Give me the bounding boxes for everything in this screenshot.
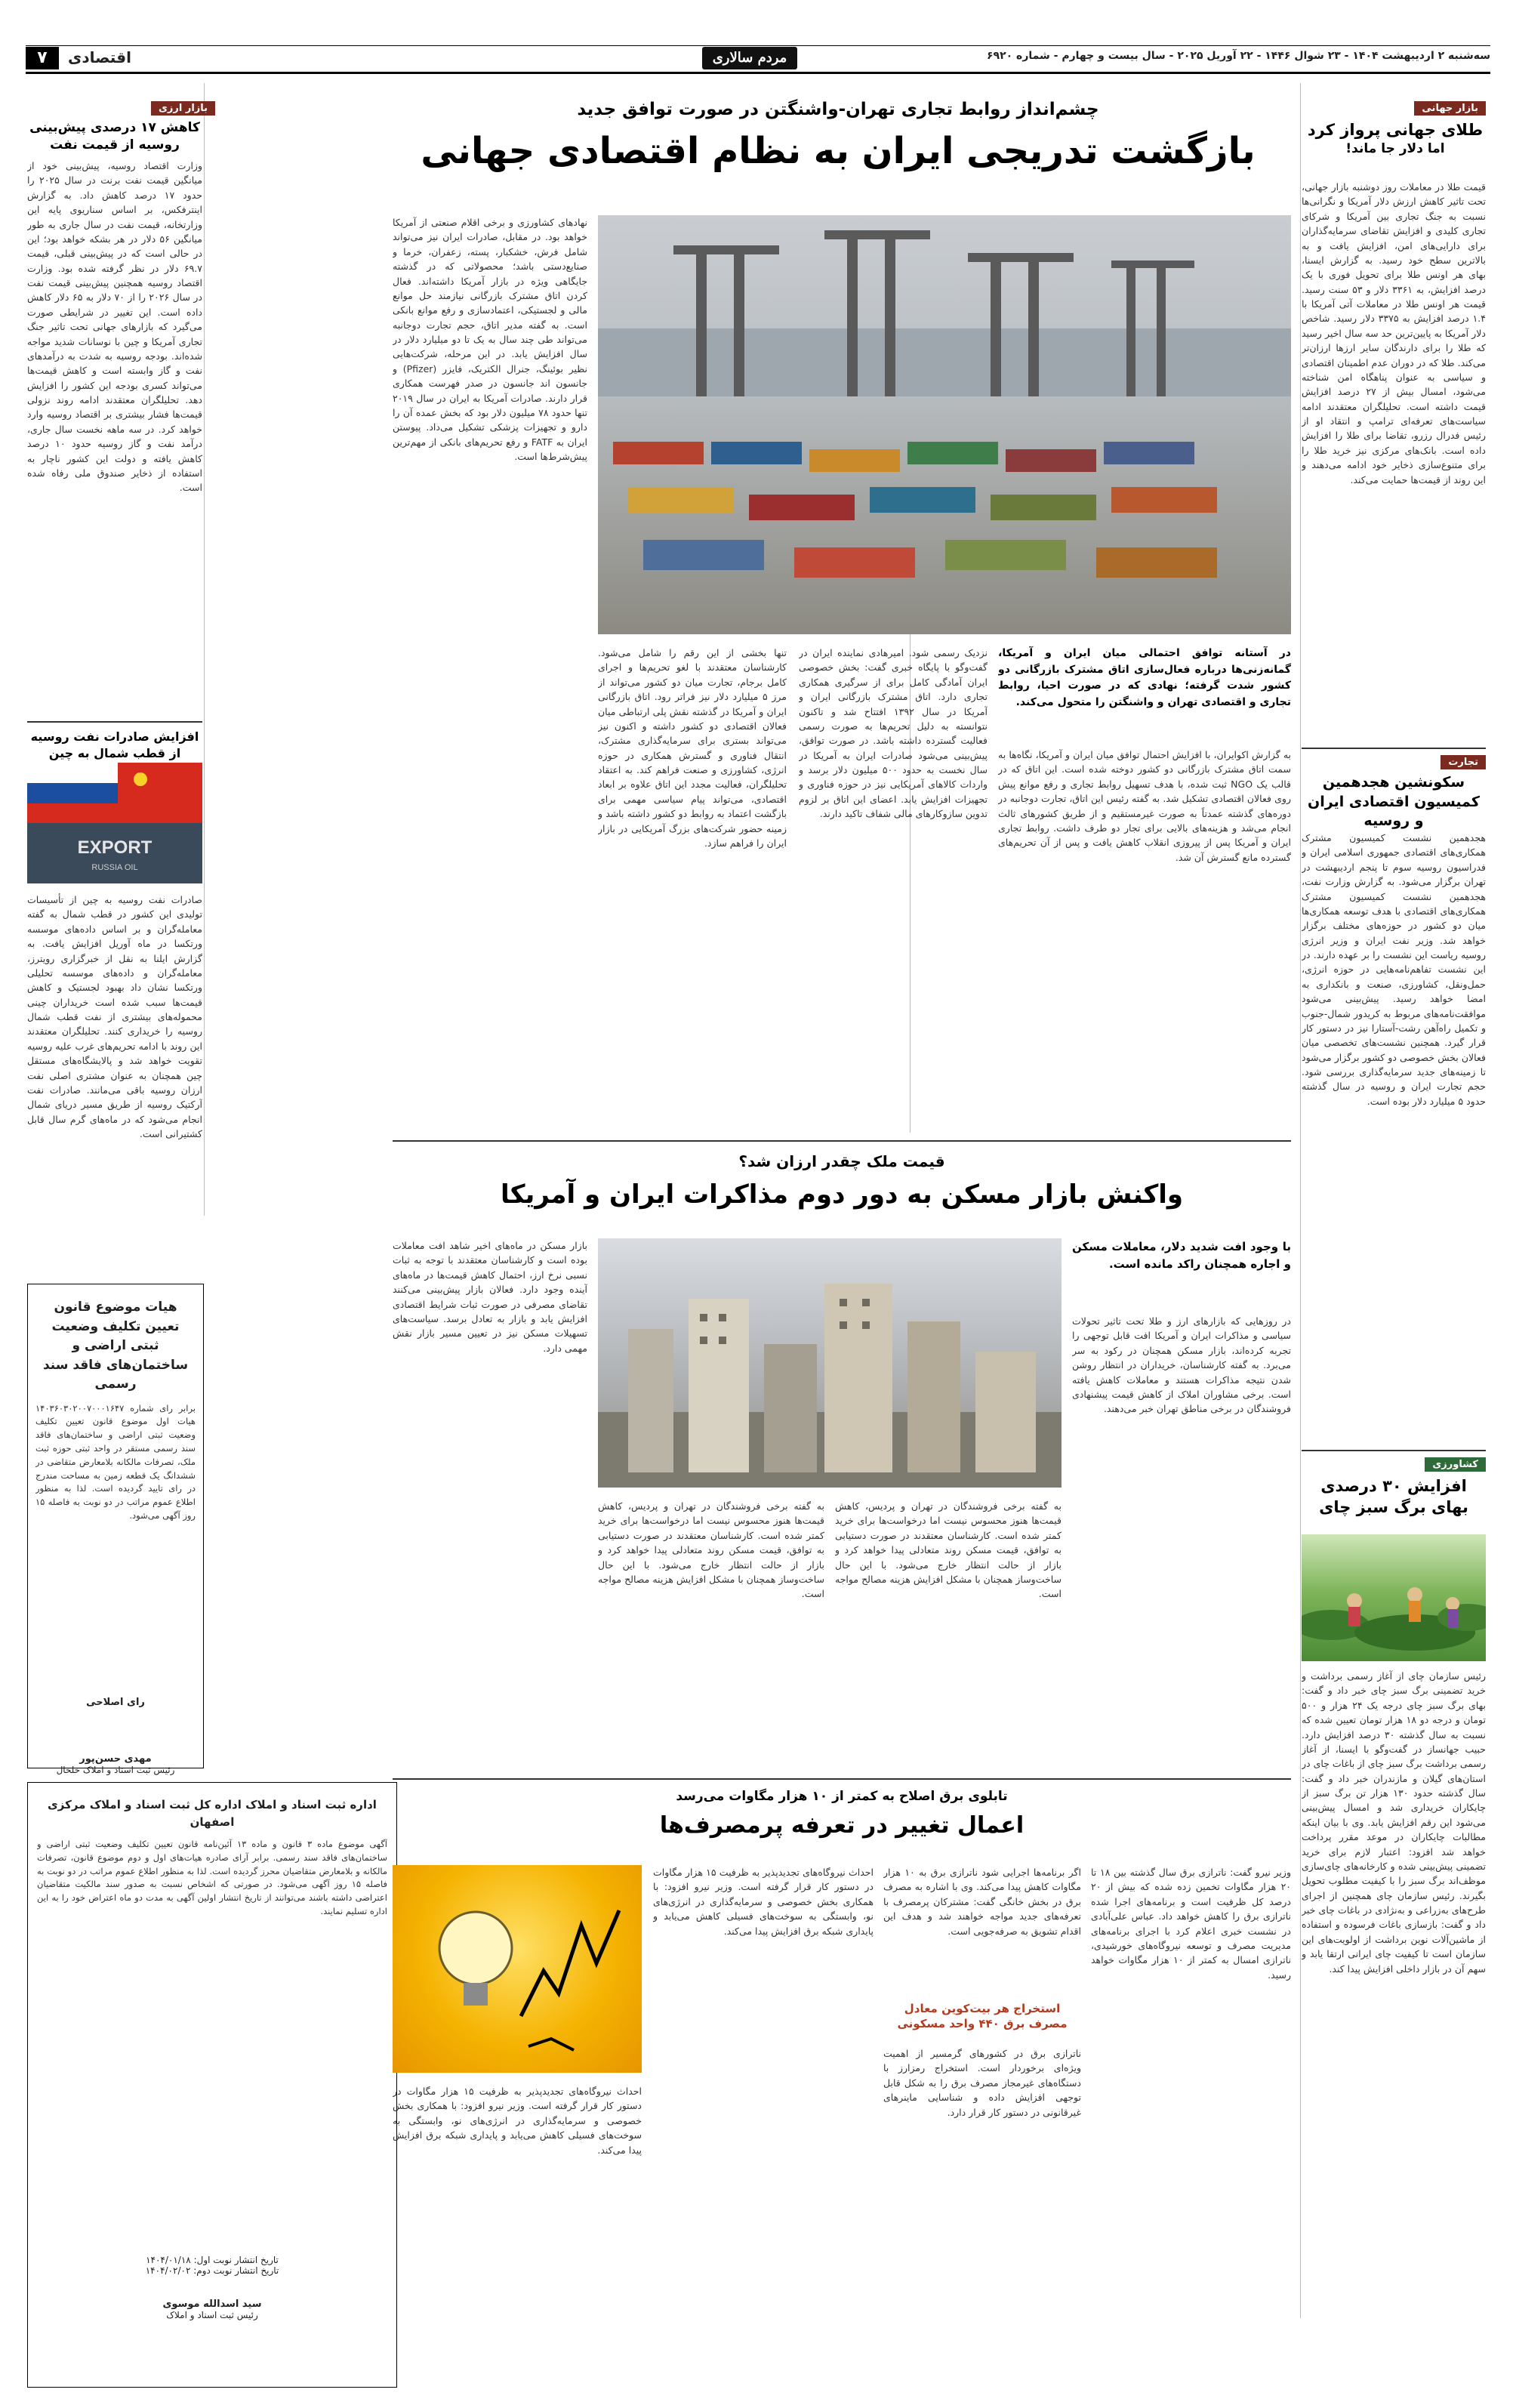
tea-body: رئیس سازمان چای از آغاز رسمی برداشت و خرید تضمینی برگ سبز چای خبر داد و گفت: بهای برگ سبز چای درجه یک ۲۴ هزار و ۵۰۰ تومان و درجه دو ۱۸ هزار تومان تعیین شده که نسبت به سال گذشته ۳۰ درصد افزایش دارد. حبیب جهانساز در گفت‌وگو با ایسنا، از آغاز رسمی برداشت برگ سبز چای از باغات چای در استان‌های گیلان و مازندران خبر داد و گفت: سال گذشته حدود ۱۳۰ هزار تن برگ سبز از چایکاران خریداری شد و امسال پیش‌بینی می‌شود این رقم افزایش یابد. وی با بیان اینکه مطالبات چایکاران در موعد مقرر پرداخت خواهد شد افزود: اعتبار لازم برای خرید تضمینی پیش‌بینی شده و کارخانه‌های چای‌سازی موظف‌اند برگ سبز را با کیفیت مطلوب تحویل بگیرند. رئیس سازمان چای همچنین از اجرای طرح‌های به‌زراعی و به‌نژادی در باغات چای خبر داد و گفت: بازسازی باغات فرسوده و استفاده از ماشین‌آلات نوین برداشت از اولویت‌های این سازمان است تا کیفیت چای ایرانی ارتقا یابد و سهم آن در بازار داخلی افزایش پیدا کند. <box>1302 1670 1486 1975</box>
notice1-title: هیات موضوع قانون تعیین تکلیف وضعیت ثبتی اراضی و ساختمان‌های فاقد سند رسمی <box>42 1300 189 1392</box>
lightbulb-illustration <box>393 1865 642 2073</box>
divider <box>1302 748 1486 749</box>
notice1-signatory: مهدی حسن‌پور <box>79 1753 152 1765</box>
housing-title: واکنش بازار مسکن به دور دوم مذاکرات ایران و آمریکا <box>500 1179 1184 1210</box>
electric-title: اعمال تغییر در تعرفه پرمصرف‌ها <box>659 1812 1025 1839</box>
housing-body-col2: به گفته برخی فروشندگان در تهران و پردیس، کاهش قیمت‌ها هنوز محسوس نیست اما درخواست‌ها برای خرید کمتر شده است. کارشناسان معتقدند در صورت دستیابی به توافق، قیمت مسکن روند متعادلی پیدا خواهد کرد و بازار از حالت انتظار خارج می‌شود. با این حال ساخت‌وساز همچنان با مشکل افزایش هزینه مصالح مواجه است. <box>598 1500 824 1600</box>
export-oil-photo <box>27 763 202 883</box>
lead-kicker: چشم‌انداز روابط تجاری تهران-واشنگتن در صورت توافق جدید <box>577 100 1099 119</box>
gold-headline <box>1305 119 1486 158</box>
lead-body-col1: نهادهای کشاورزی و برخی اقلام صنعتی از آمریکا خواهد بود. در مقابل، صادرات ایران نیز می‌تواند شامل فرش، خشکبار، پسته، زعفران، خرما و صنایع‌دستی باشد؛ محصولاتی که در گذشته جایگاهی ویژه در بازار آمریکا داشته‌اند. فعال کردن اتاق مشترک بازرگانی نیازمند حل موانع مالی و لجستیکی، اعتمادسازی و رفع موانع بانکی است. به گفته مدیر اتاق، حجم تجارت دوجانبه می‌تواند طی چند سال به یک تا دو میلیارد دلار در سال افزایش یابد. در این مرحله، شرکت‌هایی نظیر بوئینگ، جنرال الکتریک، فایزر (Pfizer) و جانسون اند جانسون در صدر فهرست همکاری قرار دارند. صادرات آمریکا به ایران در سال ۲۰۱۹ تنها حدود ۷۸ میلیون دلار بود که بخش عمده آن را دارو و تجهیزات پزشکی تشکیل می‌داد. پیوستن ایران به FATF و رفع تحریم‌های بانکی از مهم‌ترین پیش‌شرط‌ها است. <box>393 217 587 462</box>
arctic-oil-headline: افزایش صادرات نفت روسیه از قطب شمال به چین <box>30 729 199 760</box>
gold-title: طلای جهانی پرواز کرد <box>1307 121 1484 139</box>
housing-body-col2b: به گفته برخی فروشندگان در تهران و پردیس، کاهش قیمت‌ها هنوز محسوس نیست اما درخواست‌ها برای خرید کمتر شده است. کارشناسان معتقدند در صورت دستیابی به توافق، قیمت مسکن روند متعادلی پیدا خواهد کرد و بازار از حالت انتظار خارج می‌شود. با این حال ساخت‌وساز همچنان با مشکل افزایش هزینه مصالح مواجه است. <box>835 1500 1062 1600</box>
port-illustration <box>598 215 1291 634</box>
tea-headline: افزایش ۳۰ درصدی بهای برگ سبز چای <box>1319 1477 1468 1517</box>
legal-notice-1 <box>27 1284 204 1775</box>
page-number: ۷ <box>26 47 59 69</box>
oil-barrel-sublabel: RUSSIA OIL <box>91 863 138 872</box>
flags-barrel-illustration <box>27 763 202 883</box>
housing-kicker: قیمت ملک چقدر ارزان شد؟ <box>738 1152 945 1170</box>
section-tag: کشاورزی <box>1425 1457 1486 1472</box>
electric-body-col1: وزیر نیرو گفت: ناترازی برق سال گذشته بین ۱۸ تا ۲۰ هزار مگاوات تخمین زده شده که بیش از ۲۰ درصد کل ظرفیت است و برنامه‌های اجرا شده ناترازی برق را کاهش خواهد داد. عباس علی‌آبادی در نشست خبری اعلام کرد با اجرای برنامه‌های مدیریت مصرف و توسعه نیروگاه‌های خورشیدی، ناترازی امسال به کمتر از ۱۰ هزار مگاوات خواهد رسید. <box>1091 1867 1291 1981</box>
lightbulb-photo <box>393 1865 642 2073</box>
notice2-date-second: تاریخ انتشار نوبت دوم: ۱۴۰۴/۰۲/۰۲ <box>145 2265 279 2276</box>
oil-barrel-label: EXPORT <box>77 837 153 858</box>
electric-body-col4: احداث نیروگاه‌های تجدیدپذیر به ظرفیت ۱۵ هزار مگاوات در دستور کار قرار گرفته است. وزیر نیرو افزود: با همکاری بخش خصوصی و سرمایه‌گذاری در انرژی‌های نو، وابستگی به سوخت‌های فسیلی کاهش می‌یابد و پایداری شبکه برق افزایش پیدا می‌کند. <box>653 1867 874 1937</box>
electric-body-col2: اگر برنامه‌ها اجرایی شود ناترازی برق به ۱۰ هزار مگاوات کاهش پیدا می‌کند. وی با اشاره به مصرف برق در بخش خانگی گفت: مشترکان پرمصرف با تعرفه‌های جدید مواجه خواهند شد و هدف این اقدام تشویق به صرفه‌جویی است. <box>883 1867 1081 1937</box>
notice2-date-first: تاریخ انتشار نوبت اول: ۱۴۰۴/۰۱/۱۸ <box>146 2255 279 2265</box>
lead-title: بازگشت تدریجی ایران به نظام اقتصادی جهانی <box>421 130 1256 172</box>
tea-farm-illustration <box>1302 1534 1486 1661</box>
housing-subhead: با وجود افت شدید دلار، معاملات مسکن و اجاره همچنان راکد مانده است. <box>1072 1240 1291 1272</box>
notice1-vote: رای اصلاحی <box>86 1696 145 1708</box>
electric-body-col5: احداث نیروگاه‌های تجدیدپذیر به ظرفیت ۱۵ هزار مگاوات در دستور کار قرار گرفته است. وزیر نیرو افزود: با همکاری بخش خصوصی و سرمایه‌گذاری در انرژی‌های نو، وابستگی به سوخت‌های فسیلی کاهش می‌یابد و پایداری شبکه برق افزایش پیدا می‌کند. <box>393 2086 642 2156</box>
gold-body: قیمت طلا در معاملات روز دوشنبه بازار جهانی، تحت تاثیر کاهش ارزش دلار آمریکا و نگرانی‌ها نسبت به جنگ تجاری بین آمریکا و شرکای تجاری کلیدی و افزایش تقاضای سرمایه‌گذاران برای دارایی‌های امن، افزایش یافت و به بالاترین سطح خود رسید. به گزارش ایسنا، بهای هر اونس طلا برای تحویل فوری با یک درصد افزایش، به ۳۳۶۱ دلار و ۵۳ سنت رسید. قیمت هر اونس طلا در معاملات آتی آمریکا با ۱.۴ درصد افزایش به ۳۳۷۵ دلار رسید. شاخص دلار آمریکا به پایین‌ترین حد سه سال اخیر رسید که طلا را برای دارندگان سایر ارزها ارزان‌تر می‌کند. طلا که در دوران عدم اطمینان اقتصادی و سیاسی به عنوان پناهگاه امن شناخته می‌شود، امسال بیش از ۲۷ درصد افزایش قیمت داشته است. تحلیلگران معتقدند ادامه سیاست‌های تعرفه‌ای ترامپ و انتقاد او از رئیس فدرال رزرو، تقاضا برای طلا را افزایش داده است. بانک‌های مرکزی نیز خرید طلا را برای متنوع‌سازی ذخایر خود ادامه می‌دهند و این روند از قیمت‌ها حمایت می‌کند. <box>1302 181 1486 486</box>
notice2-signatory: سید اسدالله موسوی <box>162 2299 262 2310</box>
russia-oil-headline: کاهش ۱۷ درصدی پیش‌بینی روسیه از قیمت نفت <box>29 120 200 153</box>
notice2-body: آگهی موضوع ماده ۳ قانون و ماده ۱۳ آئین‌نامه قانون تعیین تکلیف وضعیت ثبتی اراضی و ساختمان‌های فاقد سند رسمی. برابر آرای صادره هیات‌های اول و دوم موضوع قانون، تصرفات مالکانه و بلامعارض متقاضیان محرز گردیده است. لذا به منظور اطلاع عموم مراتب در دو نوبت به فاصله ۱۵ روز آگهی می‌شود. در صورتی که اشخاص نسبت به صدور سند مالکیت متقاضیان اعتراضی داشته باشند می‌توانند از تاریخ انتشار اولین آگهی به مدت دو ماه اعتراض خود را به این اداره تسلیم نمایند. <box>37 1839 387 1917</box>
tea-farm-photo <box>1302 1534 1486 1661</box>
gold-subtitle: اما دلار جا ماند! <box>1345 141 1445 157</box>
notice2-role: رئیس ثبت اسناد و املاک <box>166 2310 258 2320</box>
city-illustration <box>598 1238 1062 1488</box>
trade-body: هجدهمین نشست کمیسیون مشترک همکاری‌های اقتصادی جمهوری اسلامی ایران و فدراسیون روسیه سوم تا پنجم اردیبهشت در تهران برگزار می‌شود. به گزارش وزارت نفت، هجدهمین نشست کمیسیون مشترک همکاری‌های اقتصادی با هدف توسعه همکاری‌ها میان دو کشور در حوزه‌های مختلف برگزار خواهد شد. وزیر نفت ایران و وزیر انرژی روسیه ریاست این نشست را بر عهده دارند. در این نشست تفاهم‌نامه‌هایی در حوزه انرژی، حمل‌ونقل، کشاورزی، صنعت و بانکداری به امضا خواهد رسید. پیش‌بینی می‌شود موافقت‌نامه‌های مربوط به کریدور شمال-جنوب و تکمیل راه‌آهن رشت-آستارا نیز در دستور کار قرار گیرد. همچنین نشست‌های تخصصی میان فعالان بخش خصوصی دو کشور برگزار می‌شود تا زمینه‌های جدید سرمایه‌گذاری بررسی شود. حجم تجارت ایران و روسیه در سال گذشته حدود ۵ میلیارد دلار بوده است. <box>1302 832 1486 1107</box>
port-photo <box>598 215 1291 634</box>
russia-oil-body: وزارت اقتصاد روسیه، پیش‌بینی خود از میانگین قیمت نفت برنت در سال ۲۰۲۵ را حدود ۱۷ درصد کاهش داد. به گزارش اینترفکس، بر اساس سناریوی پایه این وزارتخانه، قیمت نفت در سال جاری به طور میانگین ۵۶ دلار در هر بشکه خواهد بود؛ این در حالی است که در پیش‌بینی قبلی، قیمت ۶۹.۷ دلار در نظر گرفته شده بود. وزارت اقتصاد روسیه همچنین پیش‌بینی قیمت نفت در سال ۲۰۲۶ را از ۷۰ دلار به ۶۵ دلار کاهش داده است. این تغییر در شرایطی صورت می‌گیرد که بازارهای جهانی تحت تاثیر جنگ تجاری آمریکا و چین با نوسانات شدید مواجه شده‌اند. بودجه روسیه به شدت به درآمدهای نفت و گاز وابسته است و کاهش قیمت‌ها می‌تواند کسری بودجه این کشور را افزایش دهد. تحلیلگران معتقدند ادامه روند نزولی قیمت‌ها فشار بیشتری بر اقتصاد روسیه وارد خواهد کرد. در سه ماهه نخست سال جاری، درآمد نفت و گاز روسیه حدود ۱۰ درصد کاهش یافته و دولت این کشور ناچار به استفاده از ذخایر صندوق ملی رفاه شده است. <box>27 160 202 494</box>
bitcoin-highlight: استخراج هر بیت‌کوین معادل مصرف برق ۴۴۰ واحد مسکونی <box>897 2002 1068 2031</box>
arctic-oil-body: صادرات نفت روسیه به چین از تأسیسات تولیدی این کشور در قطب شمال به گفته معامله‌گران و بر اساس داده‌های موسسه ورتکسا در ماه آوریل افزایش یافت. به گزارش ایلنا به نقل از خبرگزاری رویترز، معامله‌گران و داده‌های موسسه تحلیلی ورتکسا نشان داد بهبود لجستیک و کاهش قیمت‌ها سبب شده است خریداران چینی محموله‌های بیشتری از نفت قطب شمال روسیه را خریداری کنند. تحلیلگران معتقدند این روند با ادامه تحریم‌های غرب علیه روسیه تقویت خواهد شد و پالایشگاه‌های مستقل چین همچنان به عنوان مشتری اصلی نفت ارزان روسیه باقی می‌مانند. صادرات نفت آرکتیک روسیه از طریق مسیر دریای شمال انجام می‌شود که در ماه‌های گرم سال قابل کشتیرانی است. <box>27 894 202 1139</box>
city-photo <box>598 1238 1062 1488</box>
notice2-title: اداره ثبت اسناد و املاک اداره کل ثبت اسناد و املاک مرکزی اصفهان <box>48 1798 377 1829</box>
column-rule <box>1300 83 1301 2318</box>
housing-body-col3: بازار مسکن در ماه‌های اخیر شاهد افت معاملات بوده است و کارشناسان معتقدند با توجه به ثبات نسبی نرخ ارز، احتمال کاهش قیمت‌ها در ماه‌های آینده وجود دارد. فعالان بازار پیش‌بینی می‌کنند تقاضای مصرفی در صورت ثبات شرایط اقتصادی افزایش یابد و بازار به تعادل برسد. سیاست‌های تسهیلات مسکن نیز در تعیین مسیر بازار نقش مهمی دارد. <box>393 1240 587 1354</box>
electric-body-col3: ناترازی برق در کشورهای گرمسیر از اهمیت ویژه‌ای برخوردار است. استخراج رمزارز با دستگاه‌های غیرمجاز مصرف برق را به شکل قابل توجهی افزایش داده و شناسایی ماینرهای غیرقانونی در دستور کار قرار دارد. <box>883 2048 1081 2118</box>
electric-kicker: تابلوی برق اصلاح به کمتر از ۱۰ هزار مگاوات می‌رسد <box>676 1789 1008 1804</box>
lead-body-col2: تنها بخشی از این رقم را شامل می‌شود. کارشناسان معتقدند با لغو تحریم‌ها و اجرای کامل برجام، تجارت میان دو کشور می‌تواند از مرز ۵ میلیارد دلار نیز فراتر رود. اتاق بازرگانی ایران و آمریکا در گذشته نقش پلی ارتباطی میان فعالان اقتصادی دو کشور داشته و اکنون نیز می‌تواند بستری برای سرمایه‌گذاری مشترک، انتقال فناوری و گسترش همکاری در حوزه انرژی، کشاورزی و صنعت فراهم کند. به اعتقاد تحلیلگران، فعالیت مجدد این اتاق علاوه بر ابعاد اقتصادی، می‌تواند پیام سیاسی مهمی برای بازگشت اعتماد به روابط دو کشور داشته باشد و زمینه حضور شرکت‌های بزرگ آمریکایی در بازار ایران را فراهم سازد. <box>598 647 787 849</box>
trade-headline: سکونشین هجدهمین کمیسیون اقتصادی ایران و روسیه <box>1308 774 1480 830</box>
divider <box>1302 1450 1486 1451</box>
column-rule <box>204 83 205 1216</box>
section-tag: بازار جهانی <box>1414 101 1486 116</box>
housing-body-col1: در روزهایی که بازارهای ارز و طلا تحت تاثیر تحولات سیاسی و مذاکرات ایران و آمریکا افت قابل توجهی را تجربه کرده‌اند، بازار مسکن همچنان در رکود به سر می‌برد. به گفته کارشناسان، خریداران در انتظار روشن شدن نتیجه مذاکرات هستند و معاملات کاهش یافته است. برخی مشاوران املاک از کاهش قیمت پیشنهادی فروشندگان در برخی مناطق تهران خبر می‌دهند. <box>1072 1315 1291 1415</box>
lead-body-col3: نزدیک رسمی شود. امیرهادی نماینده ایران در گفت‌وگو با پایگاه خبری گفت: بخش خصوصی ایران آمادگی کامل برای از سرگیری همکاری تجاری دارد. اتاق مشترک بازرگانی ایران و آمریکا در سال ۱۳۹۲ افتتاح شد و تاکنون نتوانسته به دلیل تحریم‌ها به صورت رسمی فعالیت گسترده داشته باشد. در صورت توافق، پیش‌بینی می‌شود صادرات ایران به آمریکا در سال نخست به حدود ۵۰۰ میلیون دلار برسد و واردات کالاهای آمریکایی نیز در حوزه فناوری و تجهیزات افزایش یابد. اعضای این اتاق بر لزوم تدوین سازوکارهای مالی شفاف تاکید دارند. <box>799 647 988 820</box>
newspaper-logo: مردم سالاری <box>702 47 797 69</box>
notice1-body: برابر رای شماره ۱۴۰۳۶۰۳۰۲۰۰۷۰۰۰۱۶۴۷ هیات اول موضوع قانون تعیین تکلیف وضعیت ثبتی اراضی و ساختمان‌های فاقد سند رسمی مستقر در واحد ثبتی حوزه ثبت ملک، تصرفات مالکانه بلامعارض متقاضی در ششدانگ یک قطعه زمین به مساحت مندرج در رای تایید گردیده است. لذا به منظور اطلاع عموم مراتب در دو نوبت به فاصله ۱۵ روز آگهی می‌شود. <box>35 1402 196 1521</box>
lead-body-col4: به گزارش اکوایران، با افزایش احتمال توافق میان ایران و آمریکا، نگاه‌ها به سمت اتاق مشترک بازرگانی دو کشور دوخته شده است. این اتاق که در قالب یک NGO ثبت شده، با هدف تسهیل روابط تجاری و رفع موانع پیش روی فعالان اقتصادی تشکیل شد. به گفته رئیس این اتاق، تجارت دوجانبه در دوره‌های گذشته عمدتاً به صورت غیرمستقیم و از طریق کشورهای ثالث انجام می‌شد و هزینه‌های بالایی برای تجار دو طرف داشت. روابط تجاری ایران و آمریکا پس از پیروزی انقلاب کاهش یافت و پس از آن تحریم‌های گسترده مانع گسترش آن شد. <box>998 749 1291 863</box>
legal-notice-2 <box>27 1782 397 2388</box>
divider <box>27 721 202 723</box>
lead-subhead: در آستانه توافق احتمالی میان ایران و آمریکا، گمانه‌زنی‌ها درباره فعال‌سازی اتاق مشترک بازرگانی دو کشور شدت گرفته؛ نهادی که در صورت احیا، روابط تجاری و اقتصادی تهران و واشنگتن را متحول می‌کند. <box>998 647 1291 709</box>
divider <box>393 1140 1291 1142</box>
dateline: سه‌شنبه ۲ اردیبهشت ۱۴۰۴ - ۲۳ شوال ۱۴۴۶ - ۲۲ آوریل ۲۰۲۵ - سال بیست و چهارم - شماره ۶۹۲۰ <box>987 50 1490 62</box>
notice1-role: رئیس ثبت اسناد و املاک خلخال <box>56 1764 175 1775</box>
divider <box>393 1778 1291 1780</box>
section-tag: بازار ارزی <box>151 101 215 116</box>
section-name: اقتصادی <box>68 48 131 66</box>
section-tag: تجارت <box>1441 755 1486 769</box>
